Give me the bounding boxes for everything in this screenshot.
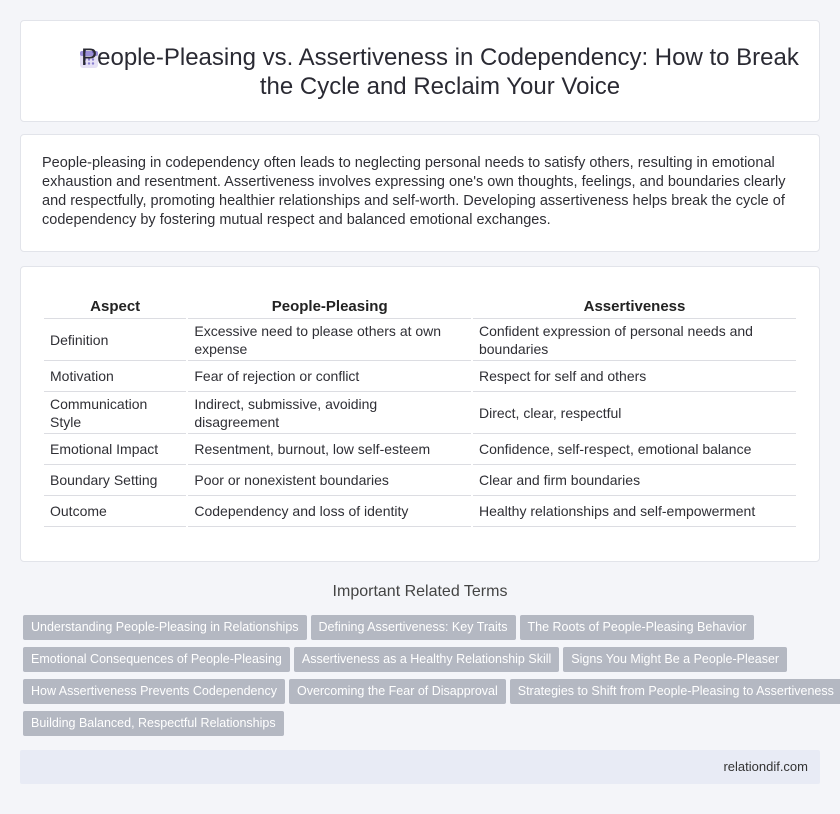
related-tag[interactable]: Strategies to Shift from People-Pleasing to Assertiveness (510, 679, 840, 704)
related-tag[interactable]: Overcoming the Fear of Disapproval (289, 679, 506, 704)
intro-paragraph: People-pleasing in codependency often leads to neglecting personal needs to satisfy others, resulting in emotional exhaustion and resentment. Assertiveness involves expressing one's own thoughts, feelings, and boundaries clearly and respectfully, promoting healthier relationships and self-worth. Developing assertiveness helps break the cycle of codependency by fostering mutual respect and balanced emotional exchanges. (42, 155, 786, 228)
footer (20, 750, 820, 784)
related-tag[interactable]: Understanding People-Pleasing in Relationships (23, 615, 307, 640)
row-assertiveness: Respect for self and others (473, 361, 796, 392)
header-people-pleasing: People-Pleasing (188, 296, 471, 319)
row-assertiveness: Confident expression of personal needs and boundaries (473, 319, 796, 361)
table-row (44, 434, 796, 465)
row-people-pleasing: Poor or nonexistent boundaries (188, 465, 471, 496)
table-row (44, 319, 796, 361)
row-aspect: Definition (44, 319, 186, 361)
row-people-pleasing: Fear of rejection or conflict (188, 361, 471, 392)
row-people-pleasing: Resentment, burnout, low self-esteem (188, 434, 471, 465)
row-aspect: Emotional Impact (44, 434, 186, 465)
related-tag[interactable]: How Assertiveness Prevents Codependency (23, 679, 285, 704)
page-title: People-Pleasing vs. Assertiveness in Codependency: How to Break the Cycle and Reclaim Your Voice (81, 44, 799, 100)
row-people-pleasing: Codependency and loss of identity (188, 496, 471, 527)
comparison-card (20, 266, 820, 562)
row-assertiveness: Healthy relationships and self-empowerment (473, 496, 796, 527)
row-people-pleasing: Indirect, submissive, avoiding disagreement (188, 392, 471, 434)
intro-card (20, 134, 820, 252)
footer-site-link[interactable]: relationdif.com (723, 759, 808, 774)
row-aspect: Communication Style (44, 392, 186, 434)
related-tag[interactable]: Emotional Consequences of People-Pleasing (23, 647, 290, 672)
row-assertiveness: Clear and firm boundaries (473, 465, 796, 496)
table-header-row (44, 296, 796, 319)
related-terms-title: Important Related Terms (332, 583, 508, 600)
related-tags (23, 615, 834, 743)
related-tag[interactable]: Signs You Might Be a People-Pleaser (563, 647, 787, 672)
table-row (44, 465, 796, 496)
table-row (44, 496, 796, 527)
related-tag[interactable]: The Roots of People-Pleasing Behavior (520, 615, 755, 640)
header-card (20, 20, 820, 122)
table-row (44, 361, 796, 392)
row-aspect: Boundary Setting (44, 465, 186, 496)
comparison-table (42, 296, 798, 527)
related-tag[interactable]: Assertiveness as a Healthy Relationship Skill (294, 647, 559, 672)
header-aspect: Aspect (44, 296, 186, 319)
related-tag[interactable]: Building Balanced, Respectful Relationships (23, 711, 284, 736)
row-assertiveness: Direct, clear, respectful (473, 392, 796, 434)
row-aspect: Outcome (44, 496, 186, 527)
row-people-pleasing: Excessive need to please others at own expense (188, 319, 471, 361)
header-assertiveness: Assertiveness (473, 296, 796, 319)
row-assertiveness: Confidence, self-respect, emotional balance (473, 434, 796, 465)
related-tag[interactable]: Defining Assertiveness: Key Traits (311, 615, 516, 640)
table-row (44, 392, 796, 434)
row-aspect: Motivation (44, 361, 186, 392)
